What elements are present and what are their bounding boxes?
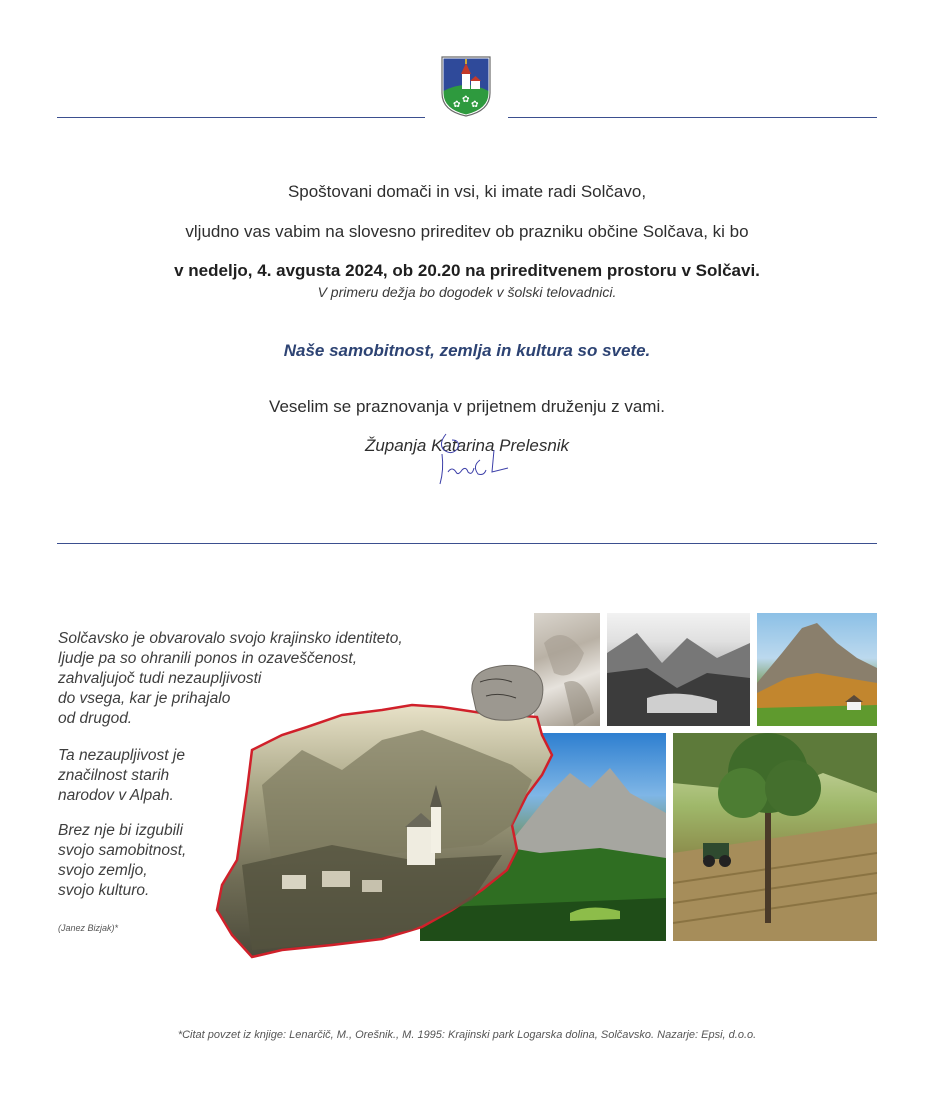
quote-paragraph-3: Brez nje bi izgubili svojo samobitnost, svojo zemljo, svojo kulturo. xyxy=(58,822,187,899)
header-rule-left xyxy=(57,117,425,118)
invite-line: vljudno vas vabim na slovesno prireditev ob prazniku občine Solčava, ki bo xyxy=(185,222,749,241)
photo-mountain-house xyxy=(757,613,877,726)
quote-paragraph-2: Ta nezaupljivost je značilnost starih narodov v Alpah. xyxy=(58,747,185,804)
header-rule-right xyxy=(508,117,877,118)
event-details: v nedeljo, 4. avgusta 2024, ob 20.20 na prireditvenem prostoru v Solčavi. xyxy=(174,261,760,280)
quote-author: (Janez Bizjak)* xyxy=(58,923,119,933)
rain-notice: V primeru dežja bo dogodek v šolski telovadnici. xyxy=(317,284,617,300)
motto: Naše samobitnost, zemlja in kultura so svete. xyxy=(283,341,651,360)
photo-valley-bw xyxy=(607,613,750,726)
photo-meadow-tractor xyxy=(673,733,877,941)
engraved-stone-icon xyxy=(466,662,546,724)
photo-village-sepia xyxy=(212,695,572,960)
svg-text:✿: ✿ xyxy=(462,95,470,105)
greeting: Spoštovani domači in vsi, ki imate radi Solčavo, xyxy=(287,182,647,201)
quote-paragraph-1: Solčavsko je obvarovalo svojo krajinsko identiteto, ljudje pa so ohranili ponos in ozaveščenost, zahvaljujoč tudi nezaupljivosti do vsega, kar je prihajalo od drugod. xyxy=(58,630,403,727)
svg-text:✿: ✿ xyxy=(453,100,461,110)
footnote: *Citat povzet iz knjige: Lenarčič, M., Orešnik., M. 1995: Krajinski park Logarska dolina, Solčavsko. Nazarje: Epsi, d.o.o. xyxy=(177,1029,757,1041)
signature-name: Županja Katarina Prelesnik xyxy=(364,436,570,455)
svg-text:✿: ✿ xyxy=(471,100,479,110)
closing-line: Veselim se praznovanja v prijetnem druženju z vami. xyxy=(269,397,665,416)
section-rule xyxy=(57,543,877,544)
handwritten-signature-icon xyxy=(420,428,520,488)
coat-of-arms-icon xyxy=(440,55,492,117)
